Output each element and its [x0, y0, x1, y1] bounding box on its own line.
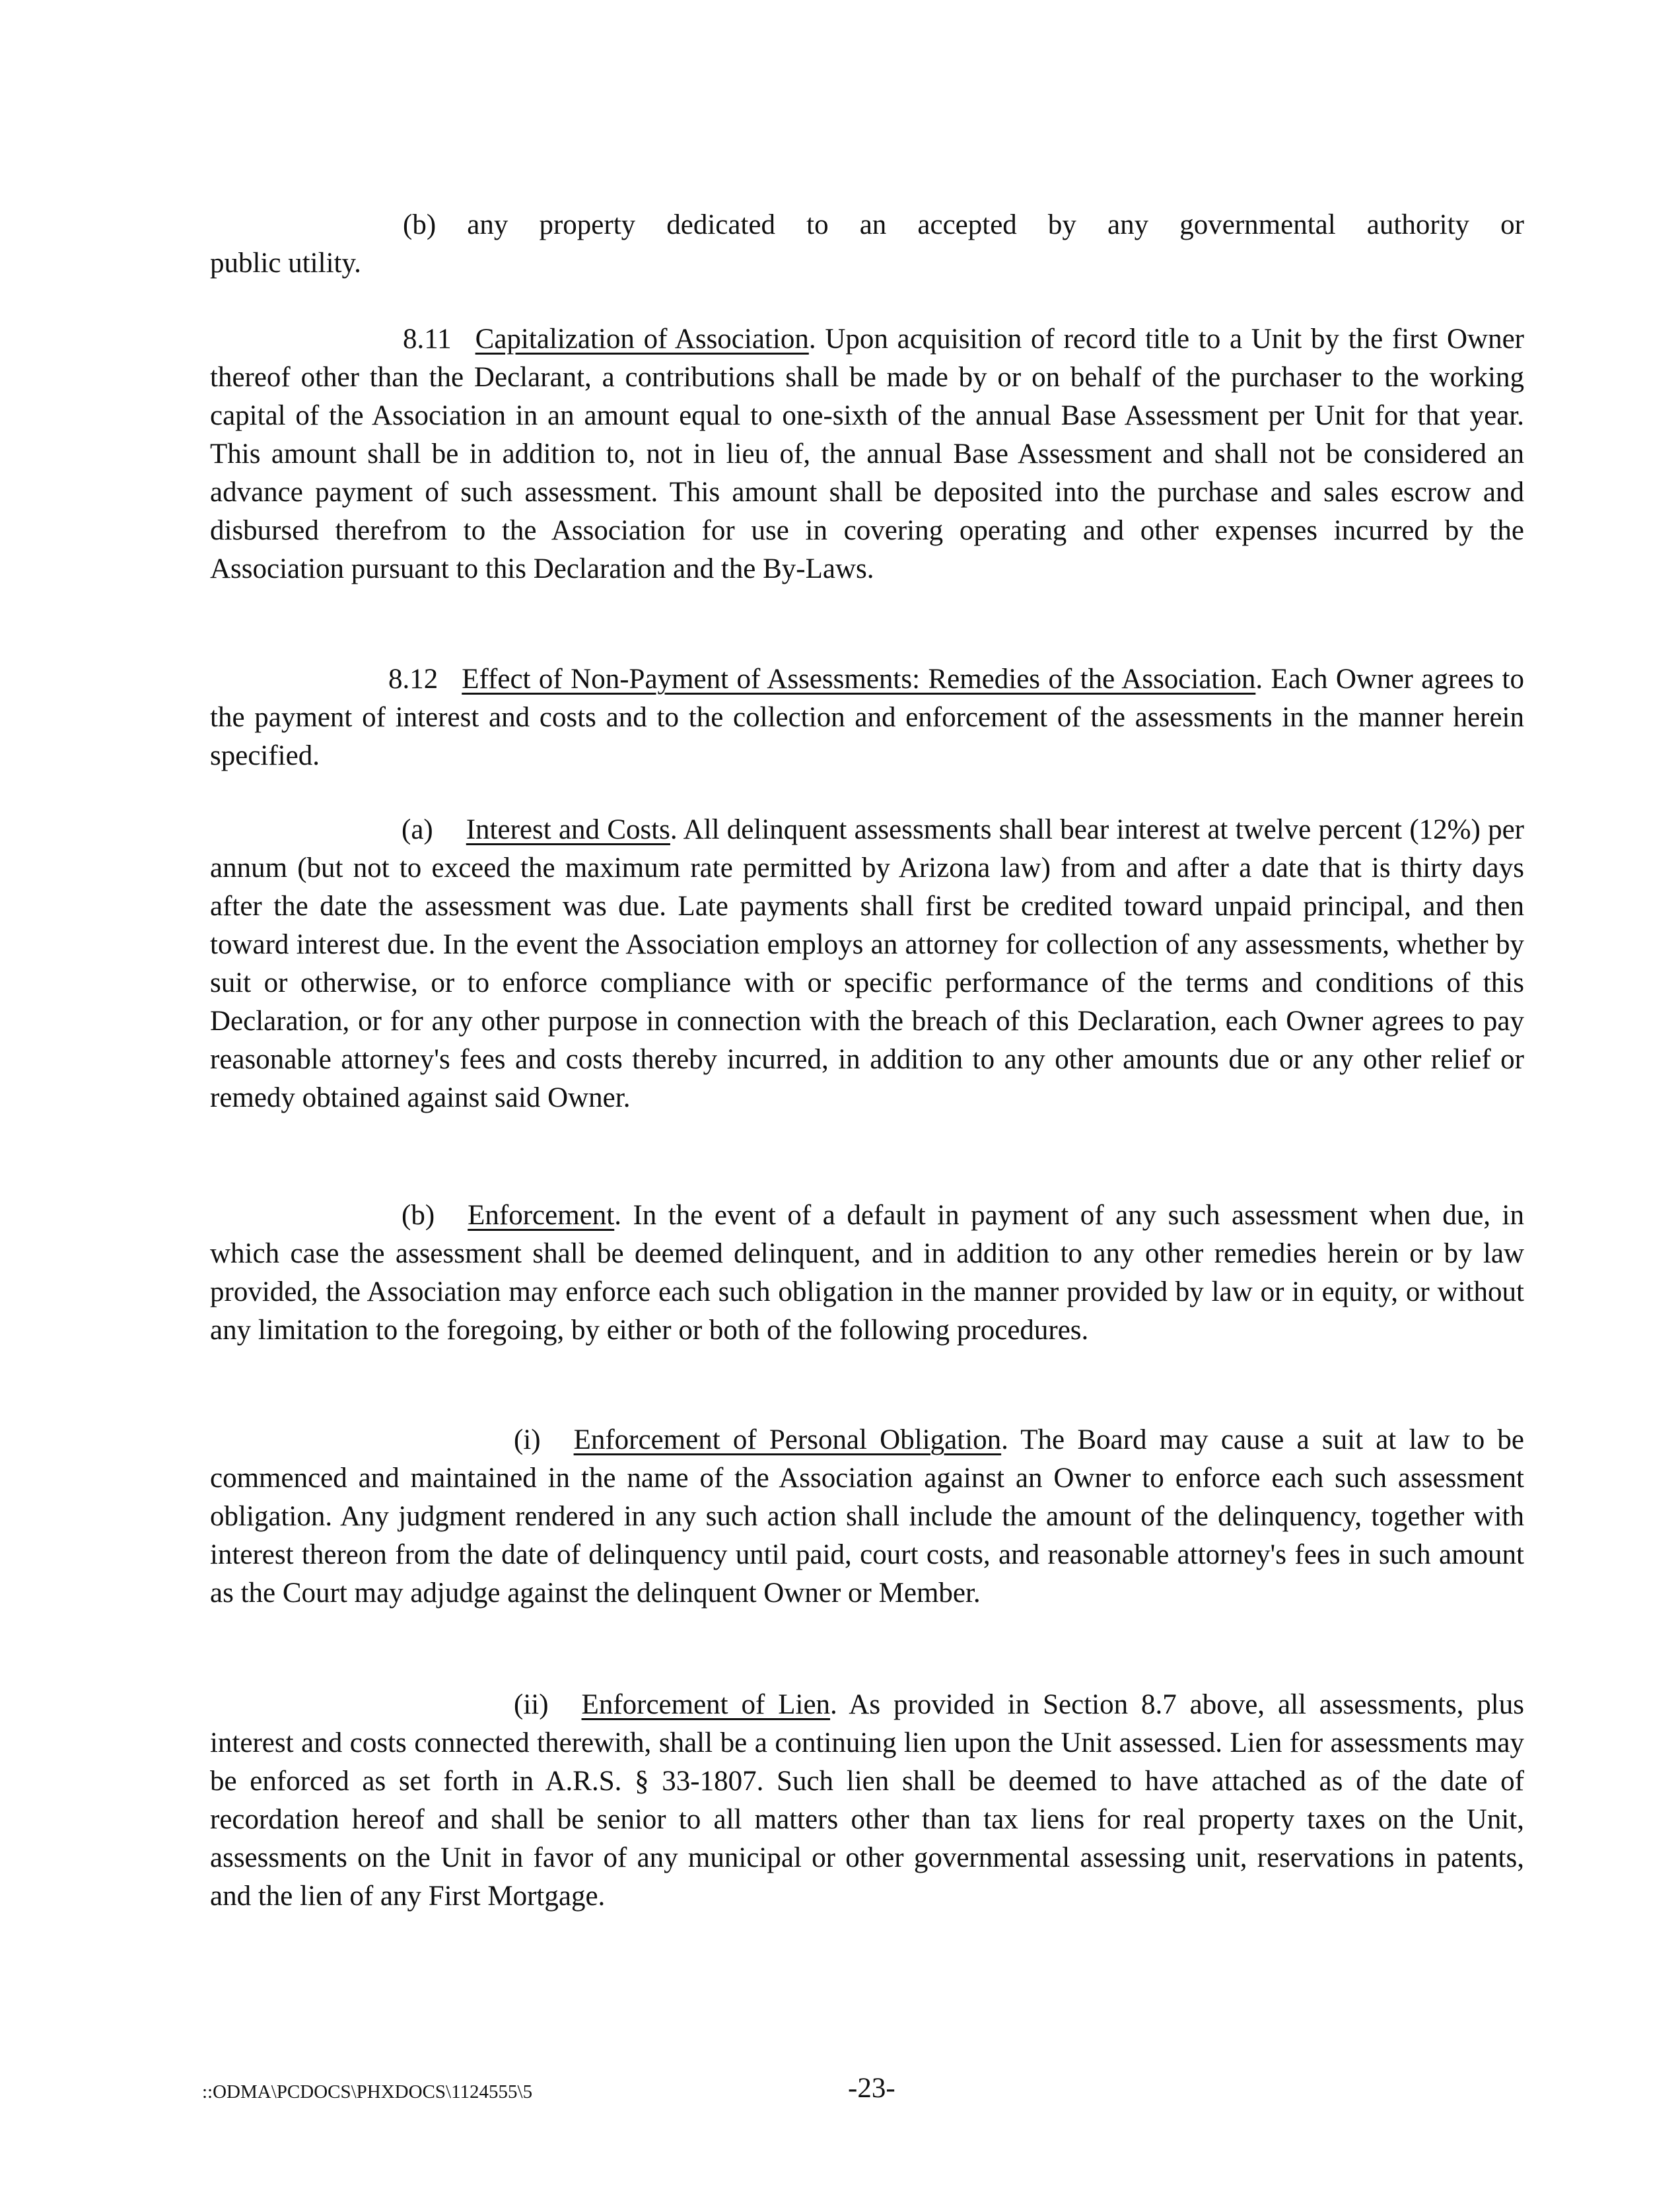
- paragraph-body: . In the event of a default in payment of any such assessment when due, in which case the assessment shall be deemed delinquent, and in addition to any other remedies herein or by law provided, the Association may enforce each such obligation in the manner provided by law or in equity, or without any limitation to the foregoing, by either or both of the following procedures.: [210, 1200, 1524, 1346]
- section-heading: Effect of Non-Payment of Assessments: Remedies of the Association: [462, 664, 1256, 695]
- item-b-line2: public utility.: [210, 248, 361, 279]
- footer-document-path: ::ODMA\PCDOCS\PHXDOCS\1124555\5: [202, 2081, 533, 2102]
- section-body: . Upon acquisition of record title to a Unit by the first Owner thereof other than the Declarant, a contributions shall be made by or on behalf of the purchaser to the working capital of the Association in an amount equal to one-sixth of the annual Base Assessment per Unit for that year. This amount shall be in addition to, not in lieu of, the annual Base Assessment and shall not be considered an advance payment of such assessment. This amount shall be deposited into the purchase and sales escrow and disbursed therefrom to the Association for use in covering operating and other expenses incurred by the Association pursuant to this Declaration and the By-Laws.: [210, 324, 1524, 584]
- section-number: 8.11: [403, 324, 452, 355]
- paragraph-body: . All delinquent assessments shall bear interest at twelve percent (12%) per annum (but not to exceed the maximum rate permitted by Arizona law) from and after a date that is thirty days after the date the assessment was due. Late payments shall first be credited toward unpaid principal, and then toward interest due. In the event the Association employs an attorney for collection of any assessments, whether by suit or otherwise, or to enforce compliance with or specific performance of the terms and conditions of this Declaration, or for any other purpose in connection with the breach of this Declaration, each Owner agrees to pay reasonable attorney's fees and costs thereby incurred, in addition to any other amounts due or any other relief or remedy obtained against said Owner.: [210, 814, 1524, 1113]
- paragraph-heading: Enforcement: [468, 1200, 615, 1231]
- section-number: 8.12: [388, 664, 438, 695]
- paragraph-a-interest-and-costs: [210, 811, 1524, 1117]
- page-number: -23-: [848, 2073, 895, 2104]
- section-heading: Capitalization of Association: [475, 324, 809, 355]
- paragraph-ii-enforcement-of-lien: [210, 1686, 1524, 1916]
- paragraph-b-enforcement: [210, 1197, 1524, 1350]
- section-8-12: [210, 660, 1524, 775]
- paragraph-heading: Enforcement of Personal Obligation: [573, 1424, 1002, 1455]
- paragraph-label: (ii): [514, 1689, 549, 1720]
- paragraph-body: . The Board may cause a suit at law to be commenced and maintained in the name of the Association against an Owner to enforce each such assessment obligation. Any judgment rendered in any such action shall include the amount of the delinquency, together with interest thereon from the date of delinquency until paid, court costs, and reasonable attorney's fees in such amount as the Court may adjudge against the delinquent Owner or Member.: [210, 1424, 1524, 1609]
- item-b-public-utility: [210, 206, 1524, 283]
- paragraph-heading: Interest and Costs: [466, 814, 670, 845]
- paragraph-body: . As provided in Section 8.7 above, all assessments, plus interest and costs connected therewith, shall be a continuing lien upon the Unit assessed. Lien for assessments may be enforced as set forth in A.R.S. § 33-1807. Such lien shall be deemed to have attached as of the date of recordation hereof and shall be senior to all matters other than tax liens for real property taxes on the Unit, assessments on the Unit in favor of any municipal or other governmental assessing unit, reservations in patents, and the lien of any First Mortgage.: [210, 1689, 1524, 1912]
- section-8-11: [210, 320, 1524, 588]
- paragraph-label: (a): [402, 814, 433, 845]
- paragraph-i-personal-obligation: [210, 1421, 1524, 1613]
- paragraph-heading: Enforcement of Lien: [581, 1689, 831, 1720]
- paragraph-label: (b): [402, 1200, 435, 1231]
- item-b-line1: (b) any property dedicated to an accepted by any governmental authority or: [403, 209, 1524, 240]
- paragraph-label: (i): [514, 1424, 541, 1455]
- section-body: . Each Owner agrees to the payment of interest and costs and to the collection and enforcement of the assessments in the manner herein specified.: [210, 664, 1524, 771]
